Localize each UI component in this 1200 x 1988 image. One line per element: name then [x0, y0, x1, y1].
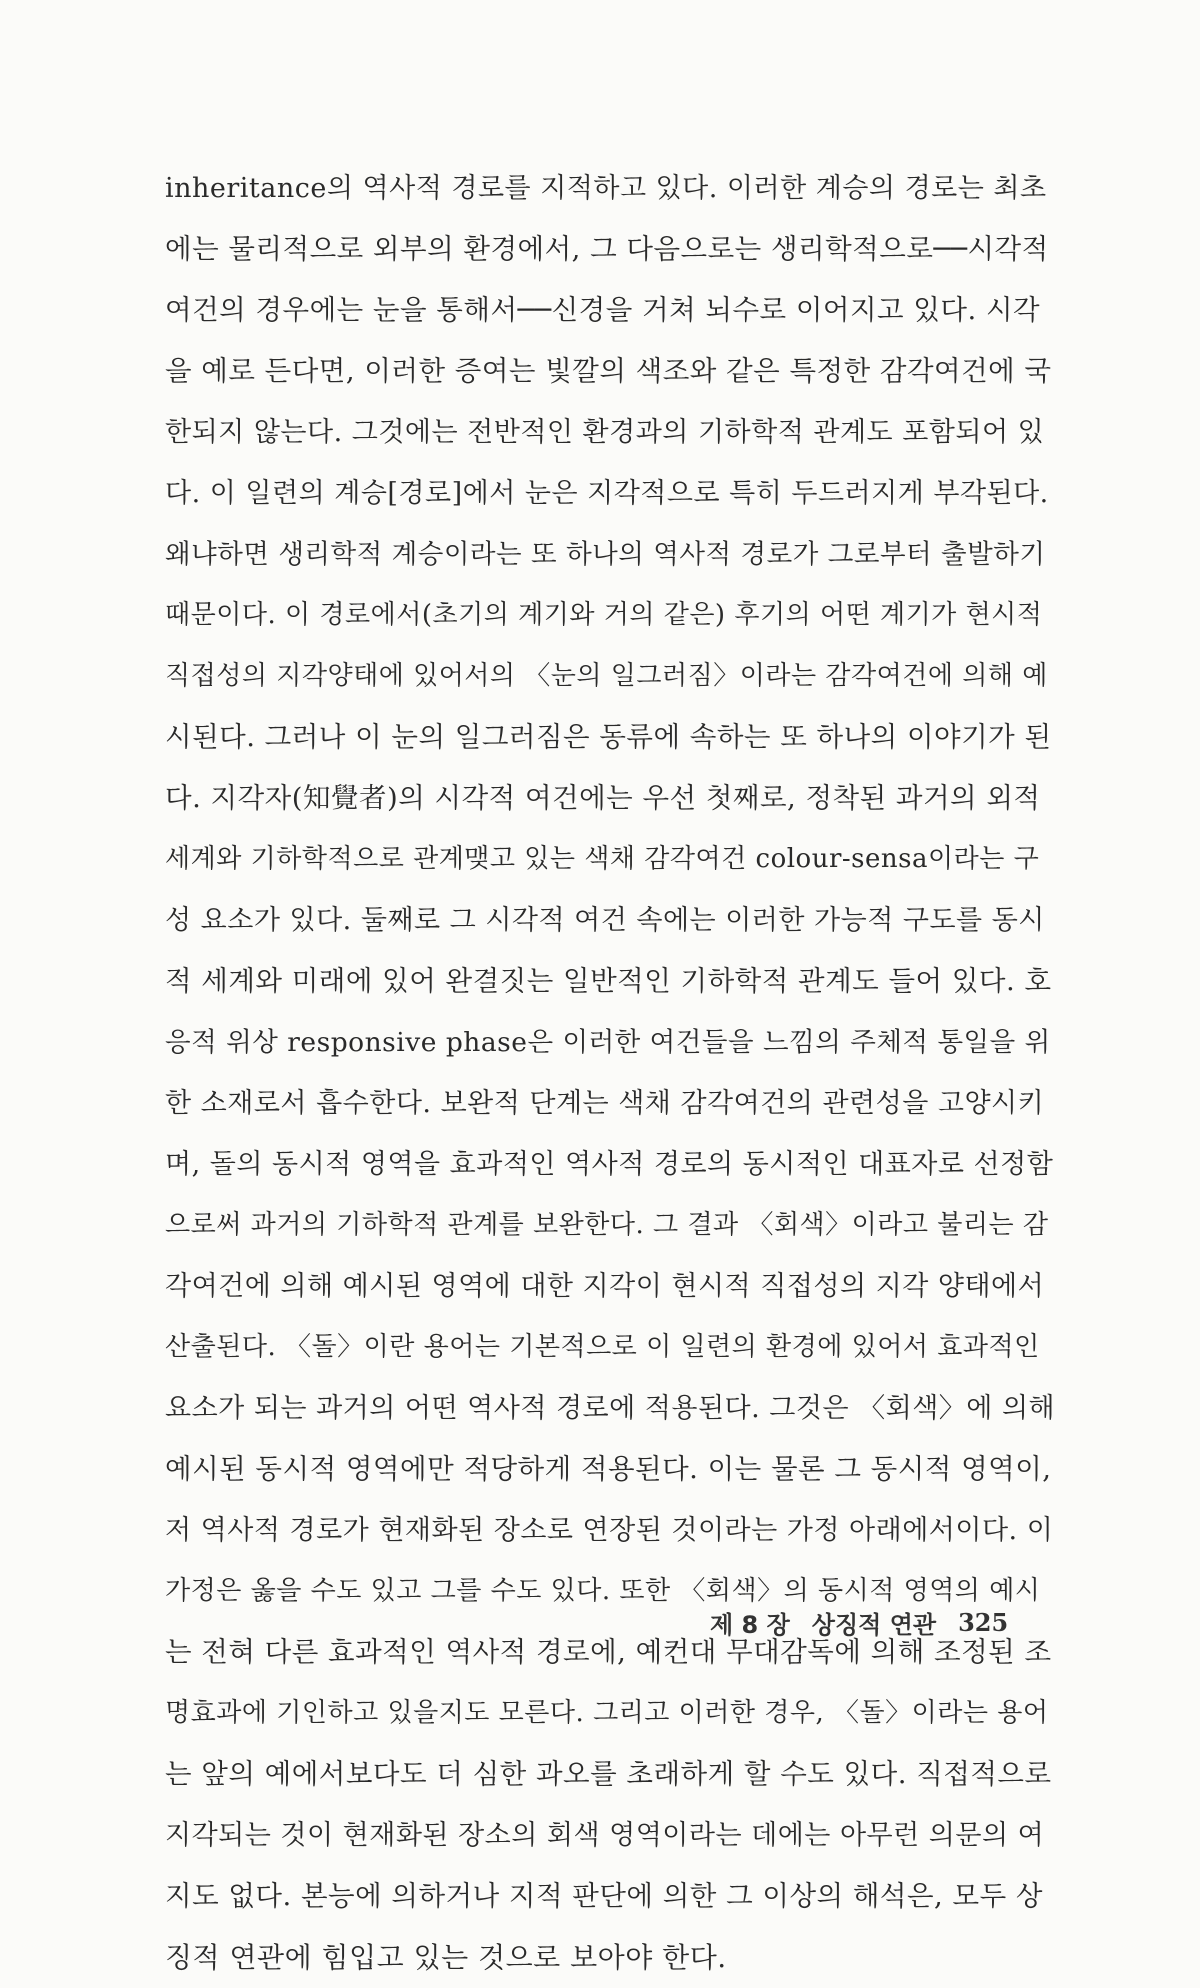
text-line: 으로써 과거의 기하학적 관계를 보완한다. 그 결과 〈회색〉이라고 불리는 감 — [165, 1210, 1049, 1240]
text-line: 성 요소가 있다. 둘째로 그 시각적 여건 속에는 이러한 가능적 구도를 동시 — [165, 905, 1045, 936]
text-line: 세계와 기하학적으로 관계맺고 있는 색채 감각여건 colour-sensa이라는 구 — [165, 844, 1040, 874]
text-line: 지도 없다. 본능에 의하거나 지적 판단에 의한 그 이상의 해석은, 모두 상 — [165, 1880, 1043, 1912]
text-line: 한되지 않는다. 그것에는 전반적인 환경과의 기하학적 관계도 포함되어 있 — [165, 417, 1045, 448]
text-line: inheritance의 역사적 경로를 지적하고 있다. 이러한 계승의 경로는 최초 — [165, 173, 1047, 204]
text-line: 명효과에 기인하고 있을지도 모른다. 그리고 이러한 경우, 〈돌〉이라는 용어 — [165, 1698, 1049, 1728]
text-line: 가정은 옳을 수도 있고 그를 수도 있다. 또한 〈회색〉의 동시적 영역의 예시 — [165, 1576, 1041, 1606]
text-line: 다. 지각자(知覺者)의 시각적 여건에는 우선 첫째로, 정착된 과거의 외적 — [165, 782, 1041, 814]
text-line: 응적 위상 responsive phase은 이러한 여건들을 느낌의 주체적 통일을 위 — [165, 1027, 1051, 1058]
text-line: 한 소재로서 흡수한다. 보완적 단계는 색채 감각여건의 관련성을 고양시키 — [165, 1088, 1045, 1119]
text-line: 을 예로 든다면, 이러한 증여는 빛깔의 색조와 같은 특정한 감각여건에 국 — [165, 355, 1052, 387]
text-line: 저 역사적 경로가 현재화된 장소로 연장된 것이라는 가정 아래에서이다. 이 — [165, 1515, 1054, 1546]
text-line: 때문이다. 이 경로에서(초기의 계기와 거의 같은) 후기의 어떤 계기가 현시적 — [165, 600, 1043, 630]
page-footer — [710, 1602, 1070, 1642]
text-line: 며, 돌의 동시적 영역을 효과적인 역사적 경로의 동시적인 대표자로 선정함 — [165, 1149, 1054, 1180]
text-line: 요소가 되는 과거의 어떤 역사적 경로에 적용된다. 그것은 〈회색〉에 의해 — [165, 1393, 1056, 1424]
text-line: 에는 물리적으로 외부의 환경에서, 그 다음으로는 생리학적으로──시각적 — [165, 233, 1049, 265]
text-line: 산출된다. 〈돌〉이란 용어는 기본적으로 이 일련의 환경에 있어서 효과적인 — [165, 1332, 1040, 1362]
chapter-number: 제 8 장 — [710, 1610, 790, 1639]
text-line: 적 세계와 미래에 있어 완결짓는 일반적인 기하학적 관계도 들어 있다. 호 — [165, 965, 1052, 997]
page-number: 325 — [958, 1607, 1009, 1637]
text-line: 는 전혀 다른 효과적인 역사적 경로에, 예컨대 무대감독에 의해 조정된 조 — [165, 1636, 1052, 1668]
text-line: 왜냐하면 생리학적 계승이라는 또 하나의 역사적 경로가 그로부터 출발하기 — [165, 539, 1046, 570]
text-line: 는 앞의 예에서보다도 더 심한 과오를 초래하게 할 수도 있다. 직접적으로 — [165, 1758, 1052, 1790]
body-text — [165, 158, 1055, 1988]
text-line: 시된다. 그러나 이 눈의 일그러짐은 동류에 속하는 또 하나의 이야기가 된 — [165, 721, 1052, 753]
chapter-title: 상징적 연관 — [811, 1610, 937, 1639]
text-line: 다. 이 일련의 계승[경로]에서 눈은 지각적으로 특히 두드러지게 부각된다. — [165, 478, 1049, 509]
text-line: 각여건에 의해 예시된 영역에 대한 지각이 현시적 직접성의 지각 양태에서 — [165, 1271, 1045, 1302]
text-line: 지각되는 것이 현재화된 장소의 회색 영역이라는 데에는 아무런 의문의 여 — [165, 1820, 1045, 1851]
text-line: 징적 연관에 힘입고 있는 것으로 보아야 한다. — [165, 1941, 727, 1974]
text-line: 예시된 동시적 영역에만 적당하게 적용된다. 이는 물론 그 동시적 영역이, — [165, 1453, 1052, 1485]
text-line: 여건의 경우에는 눈을 통해서──신경을 거쳐 뇌수로 이어지고 있다. 시각 — [165, 294, 1041, 326]
text-line: 직접성의 지각양태에 있어서의 〈눈의 일그러짐〉이라는 감각여건에 의해 예 — [165, 661, 1048, 691]
